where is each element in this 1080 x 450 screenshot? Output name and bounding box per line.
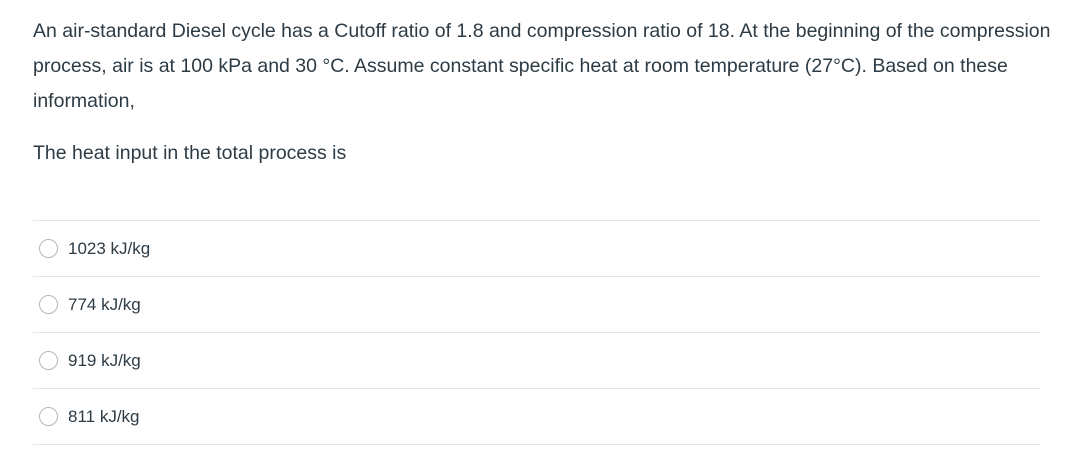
answer-list bbox=[33, 220, 1041, 445]
radio-button-4[interactable] bbox=[39, 407, 58, 426]
answer-label-2: 774 kJ/kg bbox=[68, 294, 141, 314]
answer-label-3: 919 kJ/kg bbox=[68, 350, 141, 370]
radio-button-3[interactable] bbox=[39, 351, 58, 370]
answer-option-3[interactable] bbox=[33, 333, 1041, 389]
answer-label-1: 1023 kJ/kg bbox=[68, 238, 151, 258]
radio-button-1[interactable] bbox=[39, 239, 58, 258]
question-prompt: The heat input in the total process is bbox=[33, 142, 347, 164]
question-text: An air-standard Diesel cycle has a Cutoff ratio of 1.8 and compression ratio of 18. At the beginning of the compression process, air is at 100 kPa and 30 °C. Assume constant specific heat at room temperature (27°C). Based on these information, bbox=[33, 20, 1051, 112]
radio-button-2[interactable] bbox=[39, 295, 58, 314]
answer-option-4[interactable] bbox=[33, 389, 1041, 445]
answer-option-1[interactable] bbox=[33, 221, 1041, 277]
answer-label-4: 811 kJ/kg bbox=[68, 406, 140, 426]
answer-option-2[interactable] bbox=[33, 277, 1041, 333]
